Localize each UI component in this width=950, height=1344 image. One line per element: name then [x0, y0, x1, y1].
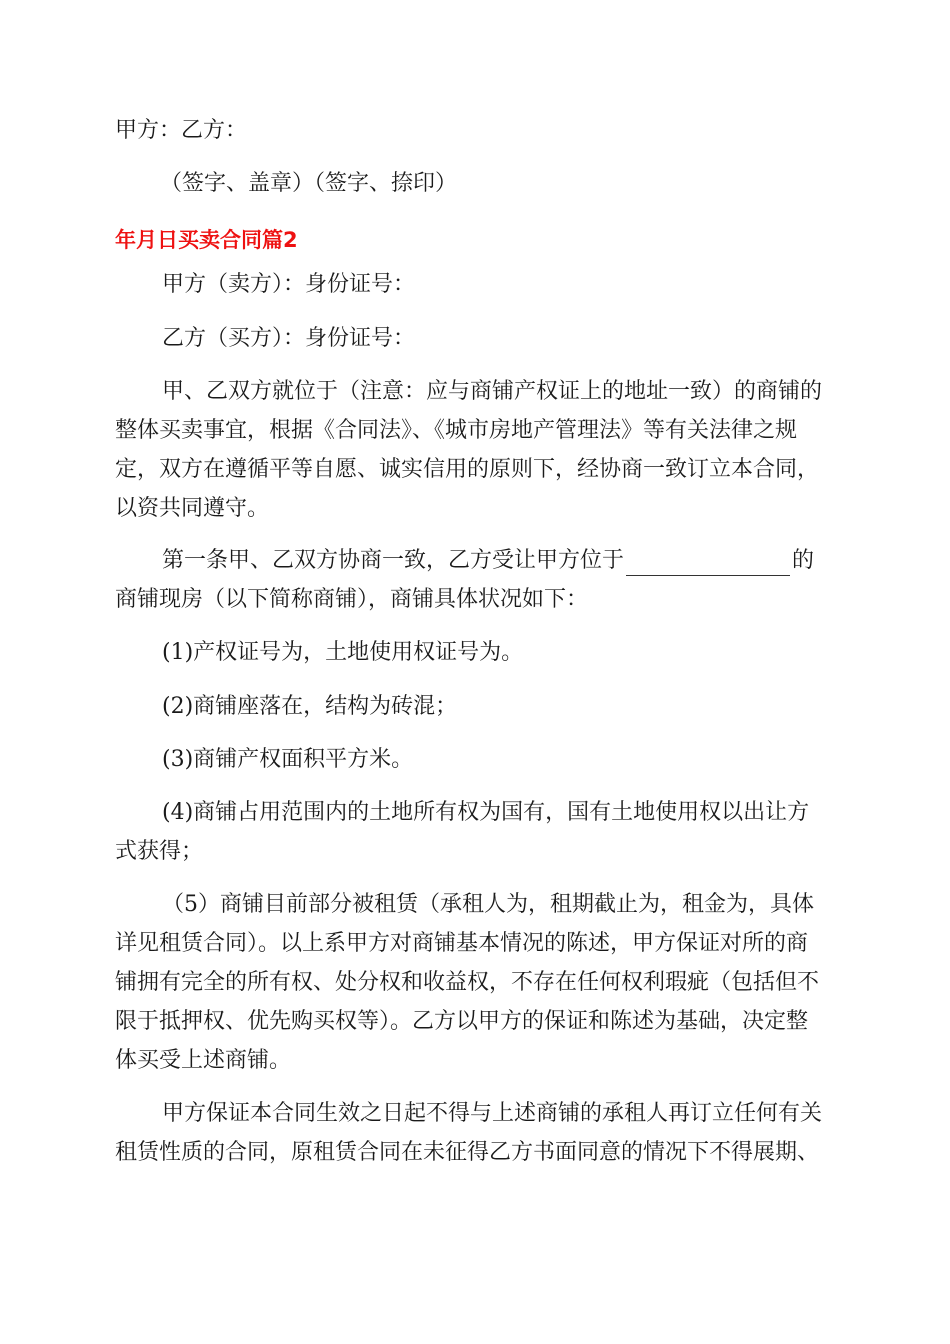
- item-1: (1)产权证号为，土地使用权证号为。: [162, 640, 524, 665]
- item-5-line-3: 铺拥有完全的所有权、处分权和收益权，不存在任何权利瑕疵（包括但不: [115, 970, 820, 995]
- intro-line-1: 甲、乙双方就位于（注意：应与商铺产权证上的地址一致）的商铺的: [162, 379, 823, 404]
- guarantee-line-2: 租赁性质的合同，原租赁合同在未征得乙方书面同意的情况下不得展期、: [115, 1140, 820, 1165]
- item-5-line-4: 限于抵押权、优先购买权等）。乙方以甲方的保证和陈述为基础，决定整: [115, 1009, 809, 1034]
- item-2: (2)商铺座落在，结构为砖混；: [162, 694, 458, 719]
- address-blank: [626, 553, 790, 576]
- item-4-line-2: 式获得；: [115, 839, 204, 864]
- intro-line-3: 定，双方在遵循平等自愿、诚实信用的原则下，经协商一致订立本合同，: [115, 457, 820, 482]
- article1-line-1: [162, 546, 814, 576]
- seller-line: 甲方（卖方）：身份证号：: [162, 272, 416, 297]
- item-5-line-5: 体买受上述商铺。: [115, 1048, 292, 1073]
- section-heading: 年月日买卖合同篇2: [115, 228, 298, 252]
- article1-line-2: 商铺现房（以下简称商铺），商铺具体状况如下：: [115, 587, 589, 612]
- item-5-line-2: 详见租赁合同）。以上系甲方对商铺基本情况的陈述，甲方保证对所的商: [115, 931, 809, 956]
- signature-marks: （签字、盖章）（签字、捺印）: [160, 171, 458, 196]
- buyer-line: 乙方（买方）：身份证号：: [162, 326, 416, 351]
- item-4-line-1: (4)商铺占用范围内的土地所有权为国有，国有土地使用权以出让方: [162, 800, 810, 825]
- article1-text-after-blank: 的: [792, 548, 815, 573]
- item-3: (3)商铺产权面积平方米。: [162, 747, 414, 772]
- intro-line-4: 以资共同遵守。: [115, 496, 270, 521]
- article1-text-before-blank: 第一条甲、乙双方协商一致，乙方受让甲方位于: [162, 548, 625, 573]
- signature-parties: 甲方：乙方：: [115, 118, 248, 143]
- guarantee-line-1: 甲方保证本合同生效之日起不得与上述商铺的承租人再订立任何有关: [162, 1101, 823, 1126]
- intro-line-2: 整体买卖事宜，根据《合同法》、《城市房地产管理法》等有关法律之规: [115, 418, 798, 443]
- item-5-line-1: （5）商铺目前部分被租赁（承租人为，租期截止为，租金为，具体: [162, 892, 814, 917]
